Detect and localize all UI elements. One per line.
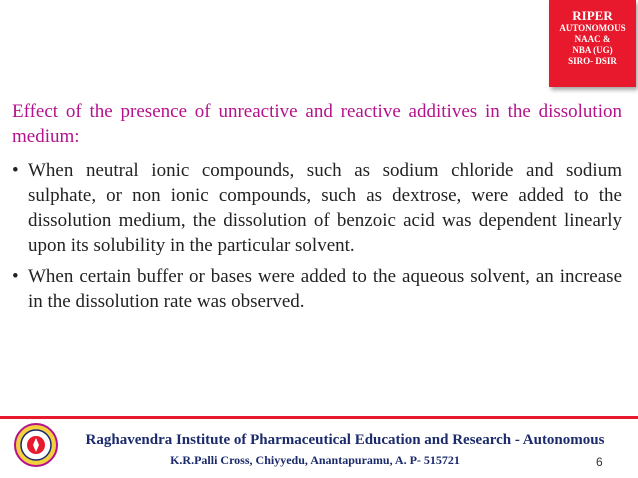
badge-line-naac: NAAC & — [574, 34, 611, 44]
footer-divider — [0, 416, 638, 419]
bullet-item — [12, 158, 622, 258]
institute-name: Raghavendra Institute of Pharmaceutical Education and Research - Autonomous — [85, 432, 605, 448]
bullet-text: When certain buffer or bases were added to the aqueous solvent, an increase in the dissolution rate was observed. — [28, 266, 622, 312]
slide-heading: Effect of the presence of unreactive and reactive additives in the dissolution medium: — [12, 101, 622, 147]
badge-line-nba: NBA (UG) — [572, 45, 613, 55]
bullet-list — [12, 158, 622, 320]
badge-line-autonomous: AUTONOMOUS — [559, 23, 626, 33]
bullet-item — [12, 264, 622, 314]
bullet-text: When neutral ionic compounds, such as sodium chloride and sodium sulphate, or non ionic compounds, such as dextrose, were added to the dissolution medium, the dissolution of benzoic acid was dependent linearly upon its solubility in the particular solvent. — [28, 160, 622, 256]
badge-title: RIPER — [572, 8, 613, 23]
badge-line-siro: SIRO- DSIR — [568, 56, 617, 66]
bullet-marker: • — [12, 160, 19, 181]
page-number: 6 — [596, 455, 603, 469]
riper-badge — [549, 0, 636, 87]
bullet-marker: • — [12, 266, 19, 287]
institute-logo-icon — [14, 423, 58, 467]
institute-address: K.R.Palli Cross, Chiyyedu, Anantapuramu, A. P- 515721 — [170, 453, 460, 467]
